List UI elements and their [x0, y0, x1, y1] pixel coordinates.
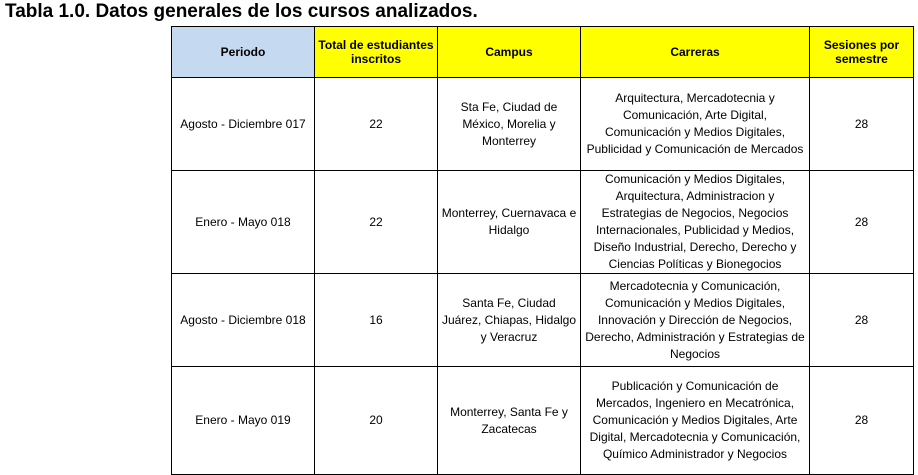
- table-row: [172, 367, 914, 475]
- courses-table: [171, 26, 914, 475]
- cell-total: 20: [315, 367, 438, 475]
- table-row: [172, 171, 914, 274]
- cell-campus: Sta Fe, Ciudad de México, Morelia y Monterrey: [438, 78, 581, 171]
- cell-carreras: Mercadotecnia y Comunicación, Comunicación y Medios Digitales, Innovación y Dirección de Negocios, Derecho, Administración y Estrategias de Negocios: [581, 274, 810, 367]
- header-periodo: Periodo: [172, 27, 315, 78]
- table-row: [172, 274, 914, 367]
- cell-sesiones: 28: [810, 274, 914, 367]
- cell-sesiones: 28: [810, 78, 914, 171]
- header-campus: Campus: [438, 27, 581, 78]
- header-total-estudiantes: Total de estudiantes inscritos: [315, 27, 438, 78]
- cell-sesiones: 28: [810, 367, 914, 475]
- cell-carreras: Publicación y Comunicación de Mercados, Ingeniero en Mecatrónica, Comunicación y Medios Digitales, Arte Digital, Mercadotecnia y Comunicación, Químico Administrador y Negocios: [581, 367, 810, 475]
- cell-total: 22: [315, 171, 438, 274]
- cell-total: 22: [315, 78, 438, 171]
- cell-campus: Santa Fe, Ciudad Juárez, Chiapas, Hidalgo y Veracruz: [438, 274, 581, 367]
- table-row: [172, 78, 914, 171]
- table-caption: Tabla 1.0. Datos generales de los cursos analizados.: [5, 1, 478, 22]
- cell-periodo: Agosto - Diciembre 018: [172, 274, 315, 367]
- cell-sesiones: 28: [810, 171, 914, 274]
- table-header-row: [172, 27, 914, 78]
- cell-carreras: Comunicación y Medios Digitales, Arquitectura, Administracion y Estrategias de Negocios, Negocios Internacionales, Publicidad y Medios, Diseño Industrial, Derecho, Derecho y Ciencias Políticas y Bionegocios: [581, 171, 810, 274]
- cell-periodo: Agosto - Diciembre 017: [172, 78, 315, 171]
- cell-carreras: Arquitectura, Mercadotecnia y Comunicación, Arte Digital, Comunicación y Medios Digitales, Publicidad y Comunicación de Mercados: [581, 78, 810, 171]
- cell-campus: Monterrey, Santa Fe y Zacatecas: [438, 367, 581, 475]
- cell-campus: Monterrey, Cuernavaca e Hidalgo: [438, 171, 581, 274]
- cell-total: 16: [315, 274, 438, 367]
- header-carreras: Carreras: [581, 27, 810, 78]
- cell-periodo: Enero - Mayo 018: [172, 171, 315, 274]
- header-sesiones: Sesiones por semestre: [810, 27, 914, 78]
- cell-periodo: Enero - Mayo 019: [172, 367, 315, 475]
